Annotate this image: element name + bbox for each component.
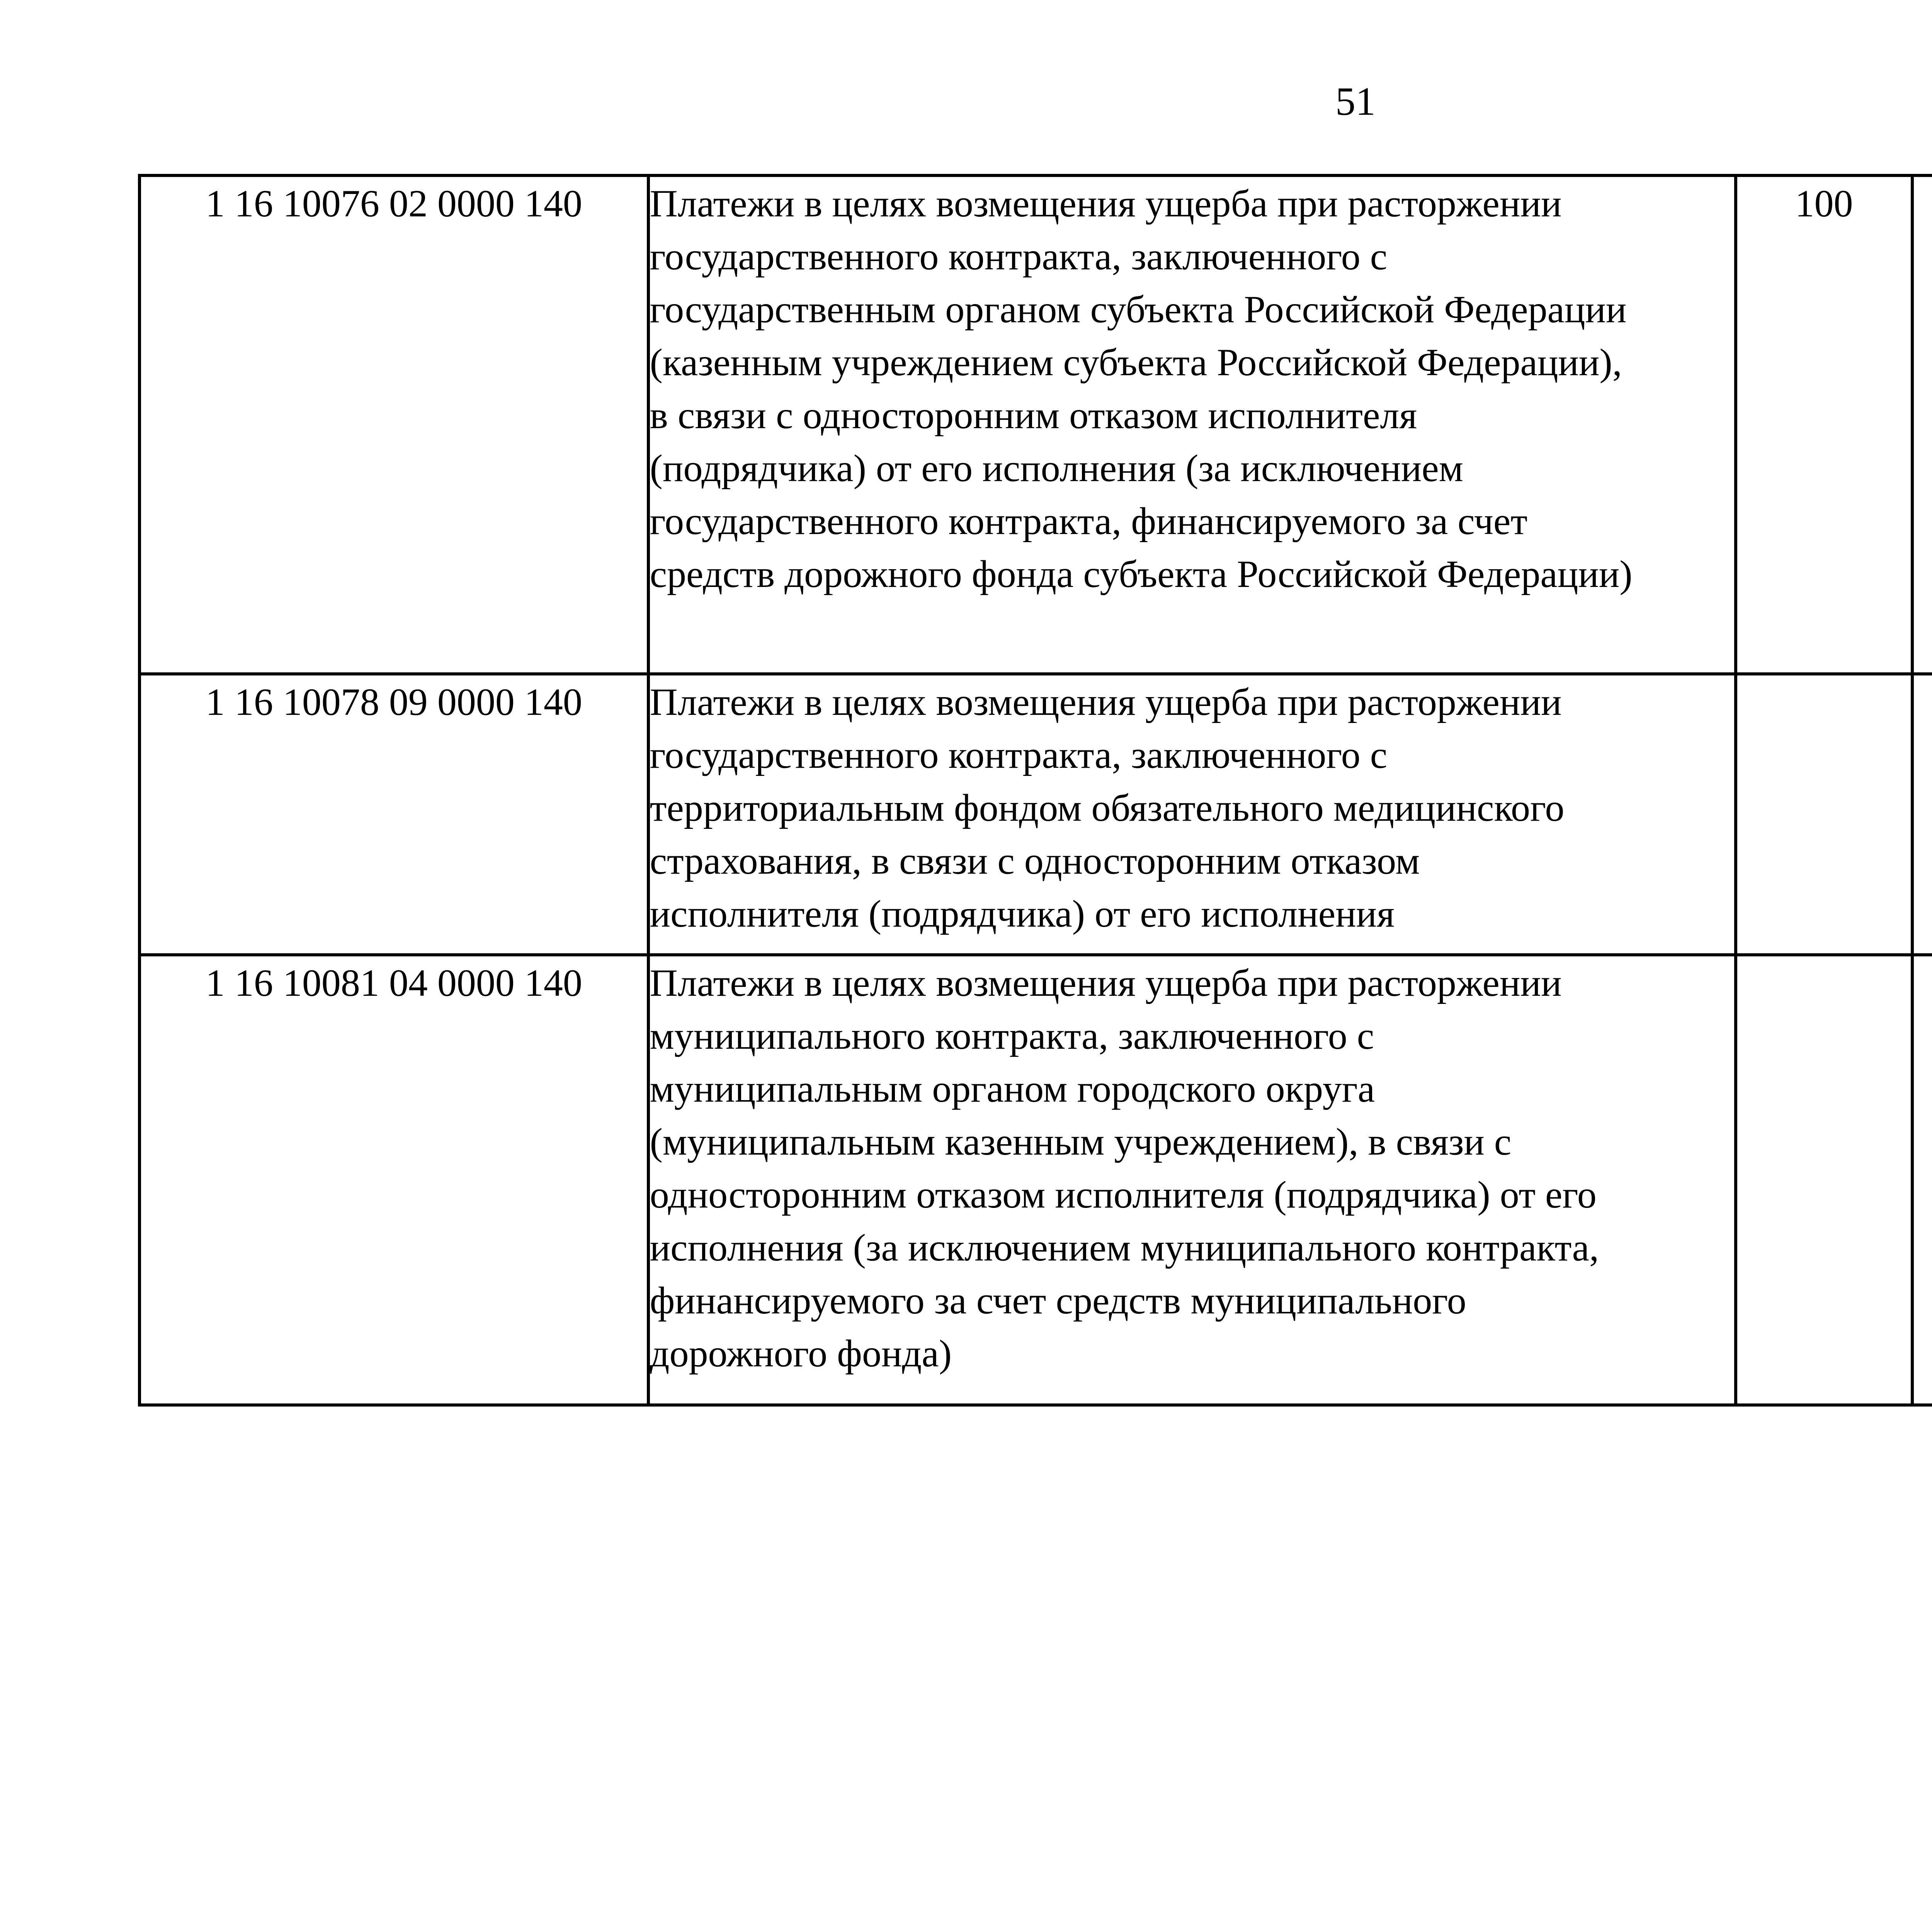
value-cell: 100 [1736,175,1912,674]
budget-classification-table [138,174,1932,1407]
income-name-line: в связи с односторонним отказом исполнителя [650,394,1417,437]
value-cell [1912,175,1932,674]
value-cell [1736,955,1912,1405]
value-cell [1736,674,1912,955]
value-cell [1912,674,1932,955]
income-name-cell [648,175,1736,674]
income-name-line: государственного контракта, заключенного с [650,235,1388,278]
page-number: 51 [1335,79,1376,124]
income-name-line: государственным органом субъекта Российской Федерации [650,288,1627,331]
income-name-line: финансируемого за счет средств муниципального [650,1279,1466,1322]
income-name-line: (казенным учреждением субъекта Российской Федерации), [650,341,1622,384]
income-name-line: территориальным фондом обязательного медицинского [650,786,1565,829]
income-name-line: исполнителя (подрядчика) от его исполнения [650,892,1395,935]
income-name-line: (муниципальным казенным учреждением), в связи с [650,1120,1512,1163]
income-name-line: муниципального контракта, заключенного с [650,1014,1374,1057]
income-name-line: муниципальным органом городского округа [650,1067,1375,1110]
income-name-line: страхования, в связи с односторонним отказом [650,839,1420,882]
income-name-line: исполнения (за исключением муниципального контракта, [650,1226,1599,1269]
income-code-cell: 1 16 10078 09 0000 140 [139,674,648,955]
table-row [139,175,1932,674]
income-name-cell [648,955,1736,1405]
value-cell [1912,955,1932,1405]
income-code-cell: 1 16 10081 04 0000 140 [139,955,648,1405]
table-row [139,955,1932,1405]
income-code-cell: 1 16 10076 02 0000 140 [139,175,648,674]
income-name-line: Платежи в целях возмещения ущерба при расторжении [650,182,1562,225]
income-name-line: Платежи в целях возмещения ущерба при расторжении [650,680,1562,723]
income-name-line: средств дорожного фонда субъекта Российской Федерации) [650,553,1633,595]
income-name-line: государственного контракта, финансируемого за счет [650,500,1528,543]
income-name-line: дорожного фонда) [650,1332,952,1375]
income-name-line: односторонним отказом исполнителя (подрядчика) от его [650,1173,1597,1216]
income-name-line: Платежи в целях возмещения ущерба при расторжении [650,961,1562,1004]
income-name-cell [648,674,1736,955]
table-row [139,674,1932,955]
income-name-line: (подрядчика) от его исполнения (за исключением [650,447,1463,490]
income-name-line: государственного контракта, заключенного с [650,733,1388,776]
